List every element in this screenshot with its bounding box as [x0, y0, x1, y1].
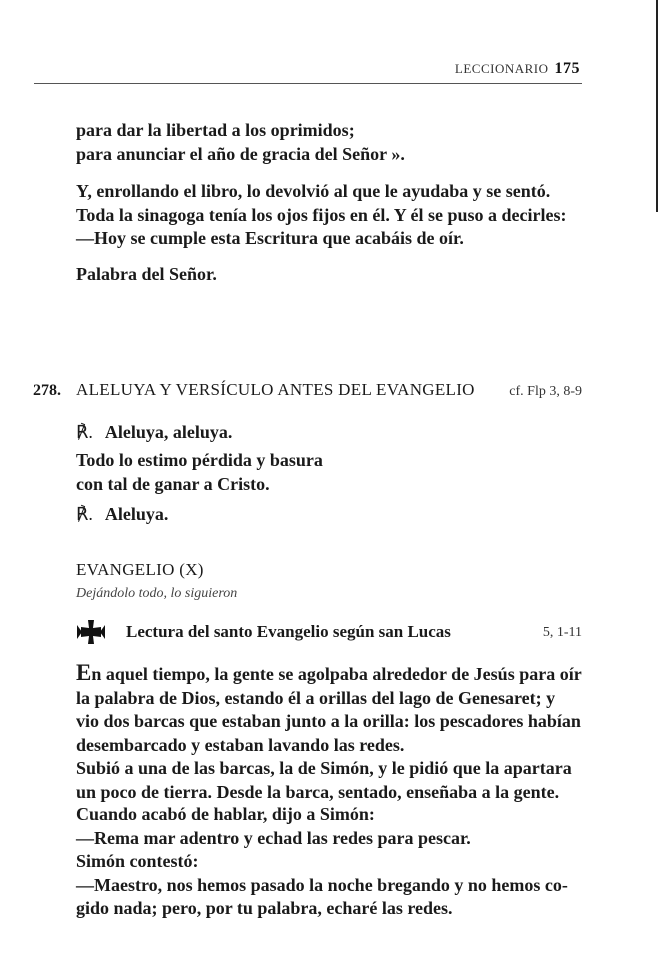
gospel-reference: 5, 1-11 [542, 625, 582, 640]
text-line [76, 661, 586, 687]
text-line: con tal de ganar a Cristo. [76, 473, 270, 494]
text-line: un poco de tierra. Desde la barca, sentado, enseñaba a la gente. [76, 781, 560, 802]
text-line: Y, enrollando el libro, lo devolvió al que le ayudaba y se sentó. [76, 181, 551, 201]
response-text: Aleluya. [104, 504, 169, 524]
gospel-title: EVANGELIO (X) [76, 560, 204, 579]
text-line: Toda la sinagoga tenía los ojos fijos en él. Y él se puso a decirles: [76, 204, 567, 225]
response-symbol: ℟. [76, 504, 93, 524]
text-line: Simón contestó: [76, 851, 199, 871]
jerusalem-cross-icon [76, 619, 106, 645]
response-line [76, 503, 586, 527]
gospel-paragraph [76, 661, 586, 804]
section-reference: cf. Flp 3, 8-9 [509, 384, 582, 399]
text-line: para dar la libertad a los oprimidos; [76, 120, 355, 140]
drop-cap: E [76, 660, 92, 685]
passage-paragraph [76, 180, 586, 251]
text-line: la palabra de Dios, estando él a orillas del lago de Genesaret; y [76, 687, 556, 708]
gospel-subtitle: Dejándolo todo, lo siguieron [76, 586, 238, 601]
text-line: —Rema mar adentro y echad las redes para pescar. [76, 827, 471, 848]
verse-block [76, 449, 586, 496]
section-title: ALELUYA Y VERSÍCULO ANTES DEL EVANGELIO [76, 380, 475, 399]
text-line: Todo lo estimo pérdida y basura [76, 450, 323, 470]
section-number: 278. [33, 382, 61, 399]
text-line: —Maestro, nos hemos pasado la noche bregando y no hemos co- [76, 874, 568, 895]
text-line: para anunciar el año de gracia del Señor ». [76, 143, 405, 164]
text-line: desembarcado y estaban lavando las redes. [76, 734, 405, 755]
text-line: Subió a una de las barcas, la de Simón, y le pidió que la apartara [76, 758, 572, 778]
response-line [76, 421, 586, 445]
response-symbol: ℟. [76, 422, 93, 442]
text-line: vio dos barcas que estaban junto a la orilla: los pescadores habían [76, 711, 581, 731]
closing-acclamation: Palabra del Señor. [76, 264, 217, 284]
passage-lines [76, 119, 586, 166]
gospel-paragraph [76, 803, 586, 921]
text-line: Cuando acabó de hablar, dijo a Simón: [76, 804, 375, 824]
page-number: 175 [554, 60, 580, 77]
gospel-heading: Lectura del santo Evangelio según san Lucas [126, 622, 451, 641]
running-head [455, 60, 580, 78]
text-line: gido nada; pero, por tu palabra, echaré las redes. [76, 898, 453, 918]
text-line: —Hoy se cumple esta Escritura que acabáis de oír. [76, 228, 464, 248]
running-head-label: LECCIONARIO [454, 61, 549, 76]
header-rule [34, 83, 582, 84]
response-text: Aleluya, aleluya. [104, 422, 233, 442]
text-line-rest: n aquel tiempo, la gente se agolpaba alrededor de Jesús para oír [91, 664, 582, 684]
